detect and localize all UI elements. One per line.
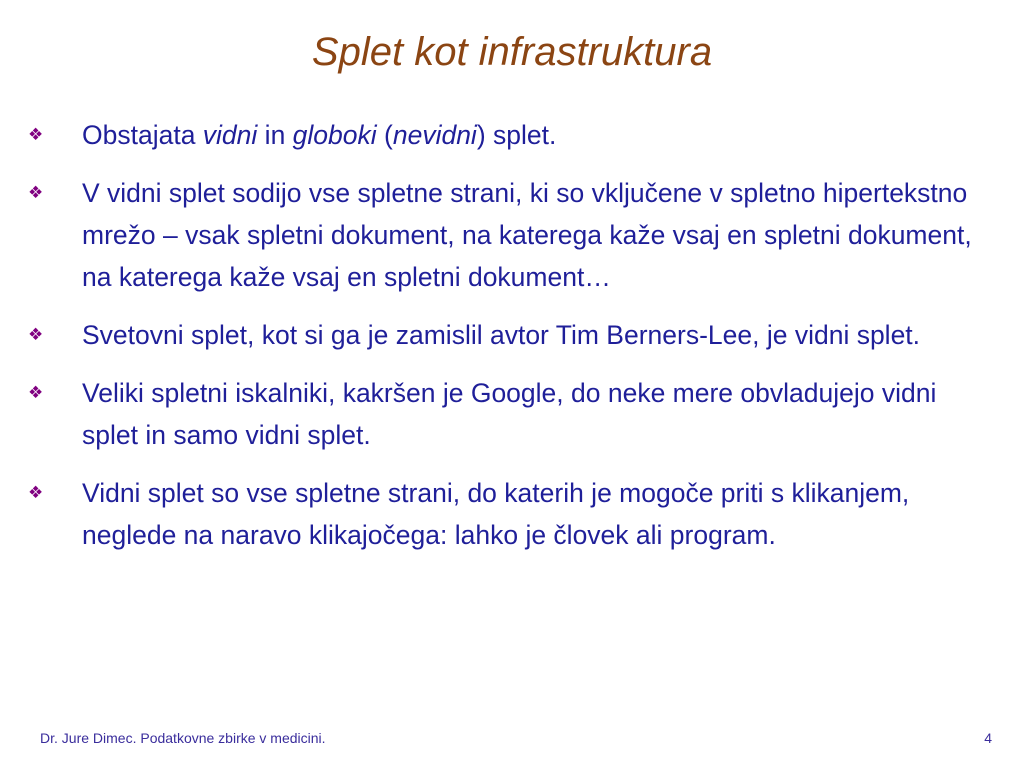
text-segment: Svetovni splet, kot si ga je zamislil avtor Tim Berners-Lee, je vidni splet. <box>82 320 921 350</box>
footer-author: Dr. Jure Dimec. Podatkovne zbirke v medicini. <box>40 730 326 746</box>
bullet-item <box>24 472 996 556</box>
bullet-item <box>24 172 996 298</box>
bullet-item <box>24 114 996 156</box>
page-number: 4 <box>984 730 992 746</box>
bullet-text <box>82 172 996 298</box>
bullet-text <box>82 314 996 356</box>
text-segment: ( <box>376 120 393 150</box>
bullet-list <box>24 114 996 572</box>
diamond-bullet-icon: ❖ <box>28 325 44 344</box>
slide-title: Splet kot infrastruktura <box>311 30 713 74</box>
text-segment: in <box>257 120 293 150</box>
bullet-text <box>82 472 996 556</box>
bullet-item <box>24 372 996 456</box>
diamond-bullet-icon: ❖ <box>28 483 44 502</box>
bullet-text <box>82 372 996 456</box>
italic-term: vidni <box>202 120 258 150</box>
text-segment: ) splet. <box>476 120 557 150</box>
text-segment: Obstajata <box>82 120 203 150</box>
text-segment: Veliki spletni iskalniki, kakršen je Google, do neke mere obvladujejo vidni splet in samo vidni splet. <box>82 378 937 450</box>
bullet-item <box>24 314 996 356</box>
text-segment: V vidni splet sodijo vse spletne strani, ki so vključene v spletno hipertekstno mrežo – vsak spletni dokument, na katerega kaže vsaj en spletni dokument, na katerega kaže vsaj en spletni dokument… <box>82 178 972 292</box>
diamond-bullet-icon: ❖ <box>28 183 44 202</box>
diamond-bullet-icon: ❖ <box>28 383 44 402</box>
bullet-text <box>82 114 996 156</box>
text-segment: Vidni splet so vse spletne strani, do katerih je mogoče priti s klikanjem, neglede na naravo klikajočega: lahko je človek ali program. <box>82 478 910 550</box>
italic-term: globoki <box>292 120 377 150</box>
diamond-bullet-icon: ❖ <box>28 125 44 144</box>
italic-term: nevidni <box>392 120 477 150</box>
